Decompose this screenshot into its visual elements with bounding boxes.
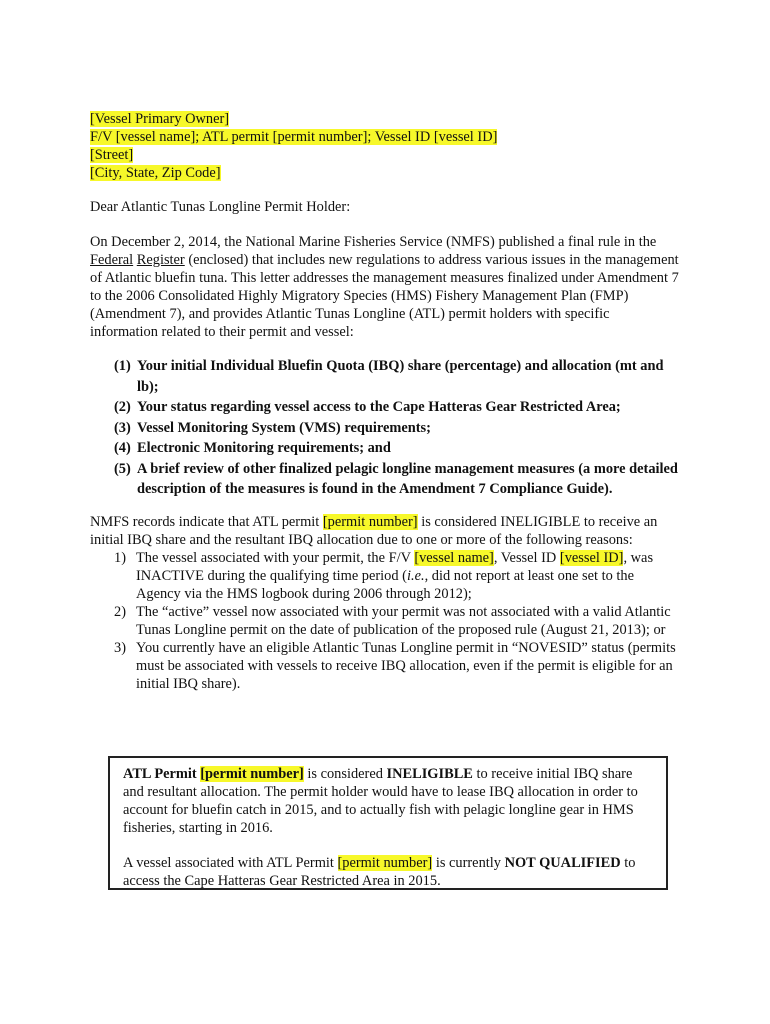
vessel-line: F/V [vessel name]; ATL permit [permit number]; Vessel ID [vessel ID] — [90, 129, 498, 145]
reasons-list — [90, 549, 680, 693]
list-item: (4) Electronic Monitoring requirements; and — [114, 440, 391, 456]
federal-word: Federal — [90, 252, 134, 268]
list-item: (2) Your status regarding vessel access to the Cape Hatteras Gear Restricted Area; — [114, 399, 621, 415]
intro-paragraph: On December 2, 2014, the National Marine Fisheries Service (NMFS) published a final rule in the Federal Register (enclosed) that includes new regulations to address various issues in the management of Atlantic bluefin tuna. This letter addresses the management measures finalized under Amendment 7 to the 2006 Consolidated Highly Migratory Species (HMS) Fishery Management Plan (FMP) (Amendment 7), and provides Atlantic Tunas Longline (ATL) permit holders with specific information related to their permit and vessel: — [90, 234, 679, 340]
records-paragraph: NMFS records indicate that ATL permit [permit number] is considered INELIGIBLE to receive an initial IBQ share and the resultant IBQ allocation due to one or more of the following reasons: — [90, 513, 658, 548]
list-item: 1) The vessel associated with your permit, the F/V [vessel name], Vessel ID [vessel ID], was INACTIVE during the qualifying time period (i.e., did not report at least one set to the Agency via the HMS logbook during 2006 through 2012); — [114, 549, 654, 602]
list-item: (3) Vessel Monitoring System (VMS) requirements; — [114, 419, 431, 436]
address-block — [90, 110, 680, 182]
greeting: Dear Atlantic Tunas Longline Permit Holder: — [90, 199, 351, 215]
street-line: [Street] — [90, 147, 134, 163]
vessel-id-placeholder: [vessel ID] — [559, 549, 624, 566]
vessel-name-placeholder: [vessel name] — [414, 549, 494, 566]
city-line: [City, State, Zip Code] — [90, 165, 221, 181]
permit-placeholder: [permit number] — [337, 855, 433, 871]
list-item: 3) You currently have an eligible Atlantic Tunas Longline permit in “NOVESID” status (permits must be associated with vessels to receive IBQ allocation, even if the permit is eligible for an initial IBQ share). — [114, 639, 676, 692]
list-item: (1) Your initial Individual Bluefin Quota (IBQ) share (percentage) and allocation (mt and lb); — [114, 358, 664, 395]
gra-status-paragraph: A vessel associated with ATL Permit [permit number] is currently NOT QUALIFIED to access the Cape Hatteras Gear Restricted Area in 2015. — [123, 855, 636, 889]
status-box — [108, 756, 668, 890]
permit-placeholder: [permit number] — [322, 513, 418, 530]
key-items-list — [90, 356, 680, 500]
ibq-status-paragraph: ATL Permit [permit number] is considered INELIGIBLE to receive initial IBQ share and resultant allocation. The permit holder would have to lease IBQ allocation in order to account for bluefin catch in 2015, and to actually fish with pelagic longline gear in HMS fisheries, starting in 2016. — [123, 766, 638, 836]
letter-body — [90, 110, 680, 693]
permit-placeholder: [permit number] — [200, 766, 304, 782]
list-item: (5) A brief review of other finalized pelagic longline management measures (a more detailed description of the measures is found in the Amendment 7 Compliance Guide). — [114, 460, 678, 497]
list-item: 2) The “active” vessel now associated with your permit was not associated with a valid Atlantic Tunas Longline permit on the date of publication of the proposed rule (August 21, 2013); or — [114, 603, 671, 638]
register-word: Register — [136, 252, 185, 268]
owner-line: [Vessel Primary Owner] — [90, 111, 230, 127]
